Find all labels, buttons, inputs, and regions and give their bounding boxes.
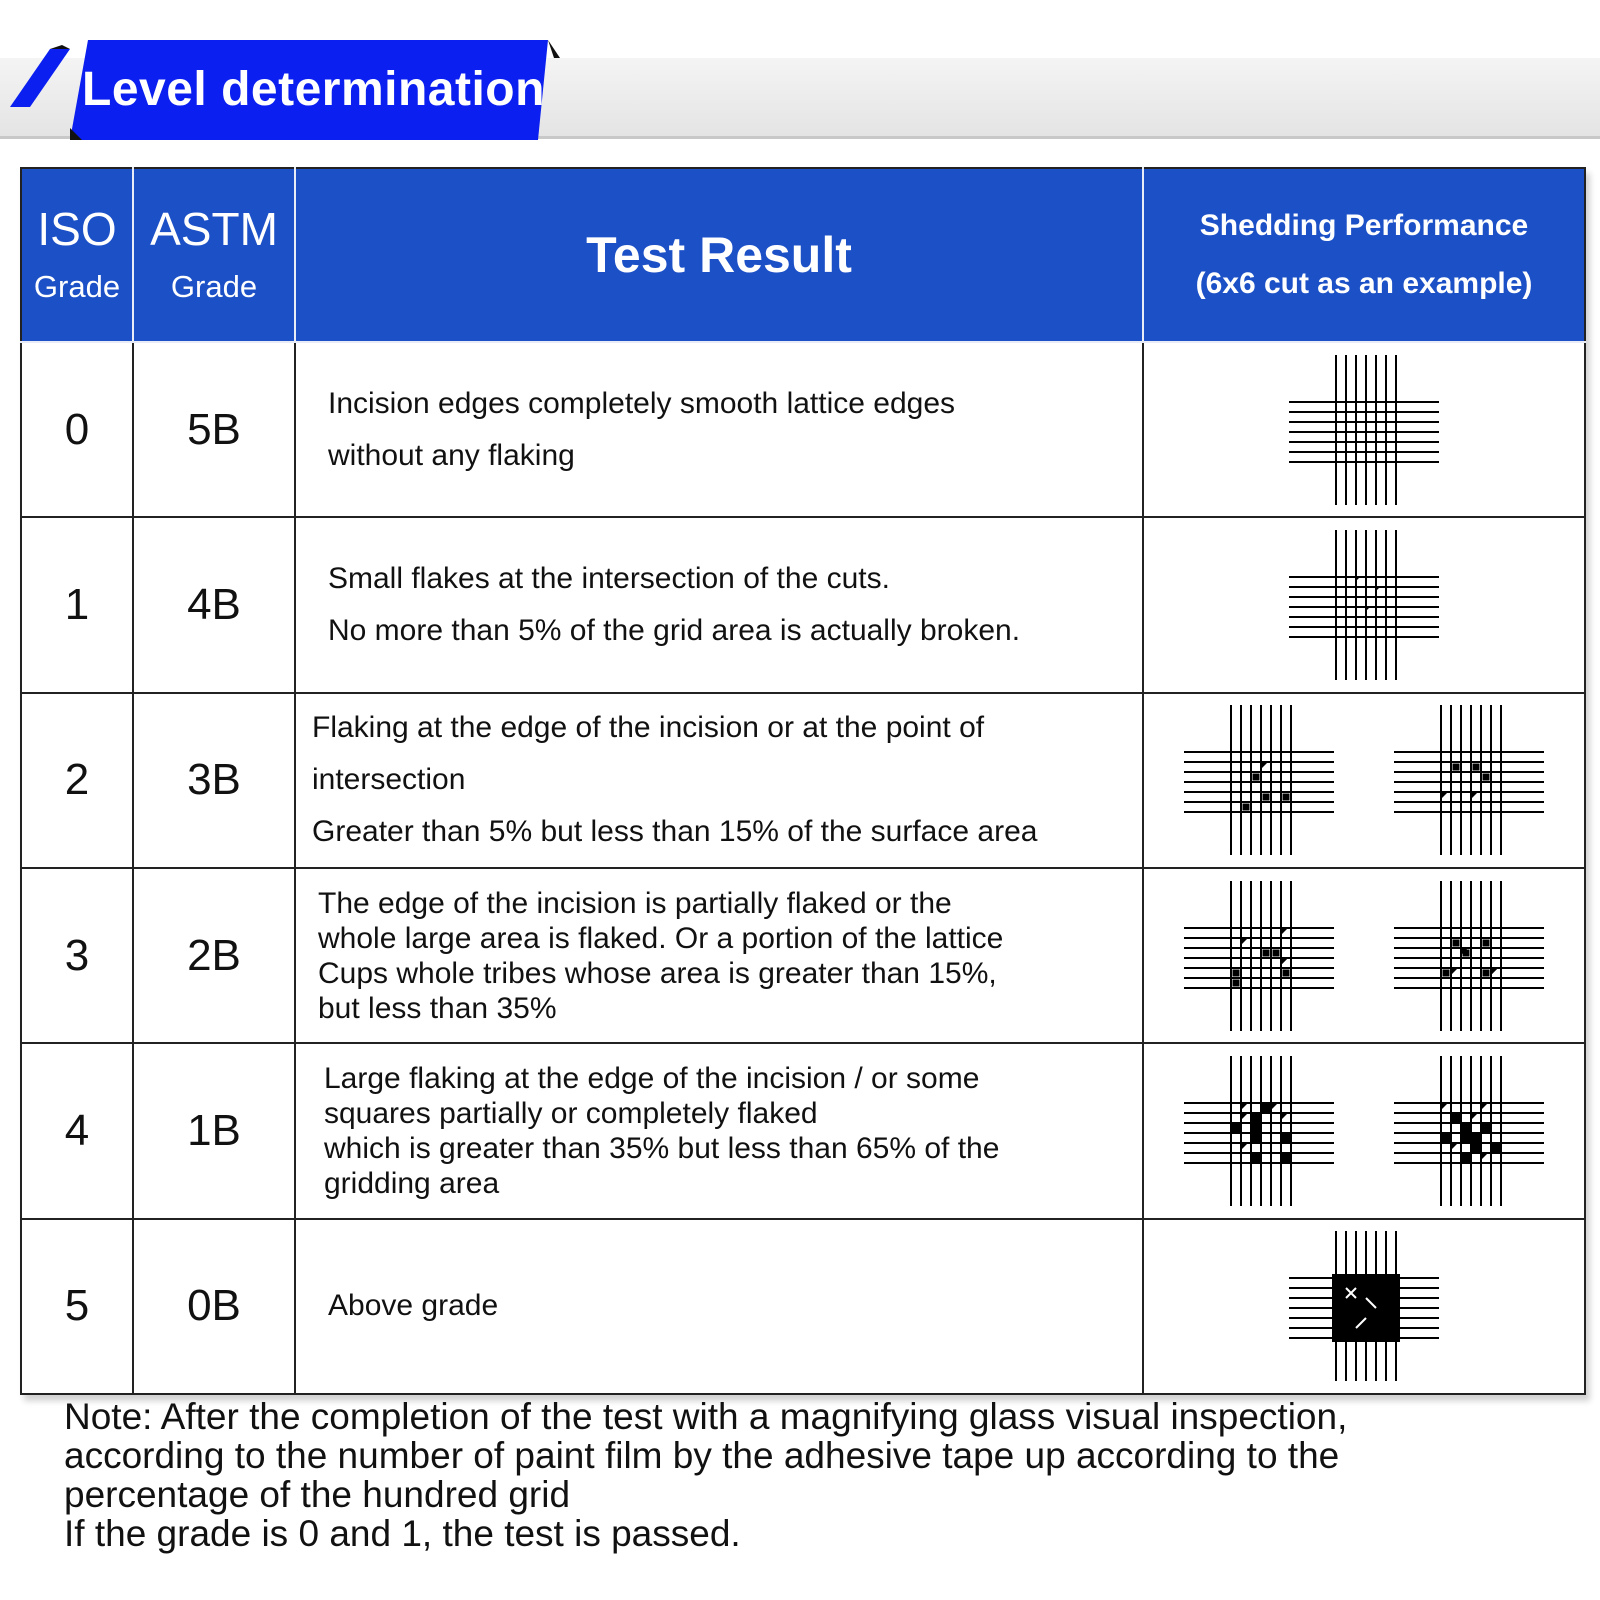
iso-grade-header xyxy=(21,168,133,342)
iso-header-label: ISO xyxy=(37,203,117,255)
grade-table xyxy=(20,167,1586,1395)
lattice-partial-flaking-icon xyxy=(1184,881,1334,1031)
test-result-cell xyxy=(295,1219,1143,1394)
astm-grade-cell: 4B xyxy=(133,517,295,692)
table-row xyxy=(21,342,1585,517)
footnote xyxy=(64,1397,1584,1553)
note-line: Note: After the completion of the test with a magnifying glass visual inspection, xyxy=(64,1396,1348,1437)
result-line: Flaking at the edge of the incision or at the point of xyxy=(312,711,985,745)
lattice-fully-flaked-icon xyxy=(1289,1231,1439,1381)
result-line: whole large area is flaked. Or a portion of the lattice xyxy=(318,921,1004,955)
astm-header-label: ASTM xyxy=(150,203,278,255)
astm-grade-cell: 5B xyxy=(133,342,295,517)
result-line: Above grade xyxy=(328,1289,499,1323)
table-row xyxy=(21,1043,1585,1218)
iso-grade-cell: 4 xyxy=(21,1043,133,1218)
iso-header-sublabel: Grade xyxy=(33,269,121,304)
shedding-illustration-cell xyxy=(1143,517,1585,692)
test-result-cell xyxy=(295,693,1143,868)
test-result-cell xyxy=(295,868,1143,1043)
table-row xyxy=(21,868,1585,1043)
test-result-header-label: Test Result xyxy=(586,227,852,283)
shedding-header-line2: (6x6 cut as an example) xyxy=(1195,267,1533,300)
test-result-header xyxy=(295,168,1143,342)
note-line: according to the number of paint film by the adhesive tape up according to the xyxy=(64,1435,1340,1476)
lattice-edge-flaking-icon xyxy=(1184,705,1334,855)
lattice-large-flaking-icon xyxy=(1394,1056,1544,1206)
page-title: Level determination xyxy=(82,63,545,116)
test-result-cell xyxy=(295,1043,1143,1218)
result-line: Large flaking at the edge of the incision / or some xyxy=(324,1061,980,1095)
result-line: No more than 5% of the grid area is actually broken. xyxy=(328,613,1021,647)
result-line: intersection xyxy=(312,763,466,797)
shedding-illustration-cell xyxy=(1143,868,1585,1043)
banner-flag-icon xyxy=(10,45,70,115)
result-line: Small flakes at the intersection of the cuts. xyxy=(328,561,890,595)
result-line: Greater than 5% but less than 15% of the surface area xyxy=(312,815,1038,849)
astm-grade-cell: 0B xyxy=(133,1219,295,1394)
test-result-cell xyxy=(295,517,1143,692)
test-result-cell xyxy=(295,342,1143,517)
note-line: percentage of the hundred grid xyxy=(64,1474,571,1515)
result-line: without any flaking xyxy=(328,438,575,472)
lattice-intact-icon xyxy=(1289,355,1439,505)
result-line: Cups whole tribes whose area is greater than 15%, xyxy=(318,956,997,990)
iso-grade-cell: 2 xyxy=(21,693,133,868)
astm-grade-cell: 3B xyxy=(133,693,295,868)
lattice-partial-flaking-icon xyxy=(1394,881,1544,1031)
shedding-performance-header xyxy=(1143,168,1585,342)
astm-grade-header xyxy=(133,168,295,342)
note-line: If the grade is 0 and 1, the test is passed. xyxy=(64,1513,741,1554)
result-line: The edge of the incision is partially flaked or the xyxy=(318,886,952,920)
shedding-illustration-cell xyxy=(1143,1043,1585,1218)
result-line: but less than 35% xyxy=(318,991,557,1025)
shedding-illustration-cell xyxy=(1143,1219,1585,1394)
shedding-illustration-cell xyxy=(1143,693,1585,868)
lattice-small-flakes-icon xyxy=(1289,530,1439,680)
table-header-row xyxy=(21,168,1585,342)
iso-grade-cell: 1 xyxy=(21,517,133,692)
lattice-large-flaking-icon xyxy=(1184,1056,1334,1206)
table-row xyxy=(21,693,1585,868)
iso-grade-cell: 5 xyxy=(21,1219,133,1394)
shedding-header-line1: Shedding Performance xyxy=(1199,209,1529,242)
shedding-illustration-cell xyxy=(1143,342,1585,517)
iso-grade-cell: 0 xyxy=(21,342,133,517)
result-line: which is greater than 35% but less than 65% of the xyxy=(324,1131,1000,1165)
astm-grade-cell: 2B xyxy=(133,868,295,1043)
result-line: Incision edges completely smooth lattice edges xyxy=(328,386,956,420)
result-line: gridding area xyxy=(324,1166,500,1200)
table-row xyxy=(21,517,1585,692)
table-row xyxy=(21,1219,1585,1394)
iso-grade-cell: 3 xyxy=(21,868,133,1043)
lattice-edge-flaking-icon xyxy=(1394,705,1544,855)
astm-header-sublabel: Grade xyxy=(170,269,258,304)
result-line: squares partially or completely flaked xyxy=(324,1096,818,1130)
astm-grade-cell: 1B xyxy=(133,1043,295,1218)
